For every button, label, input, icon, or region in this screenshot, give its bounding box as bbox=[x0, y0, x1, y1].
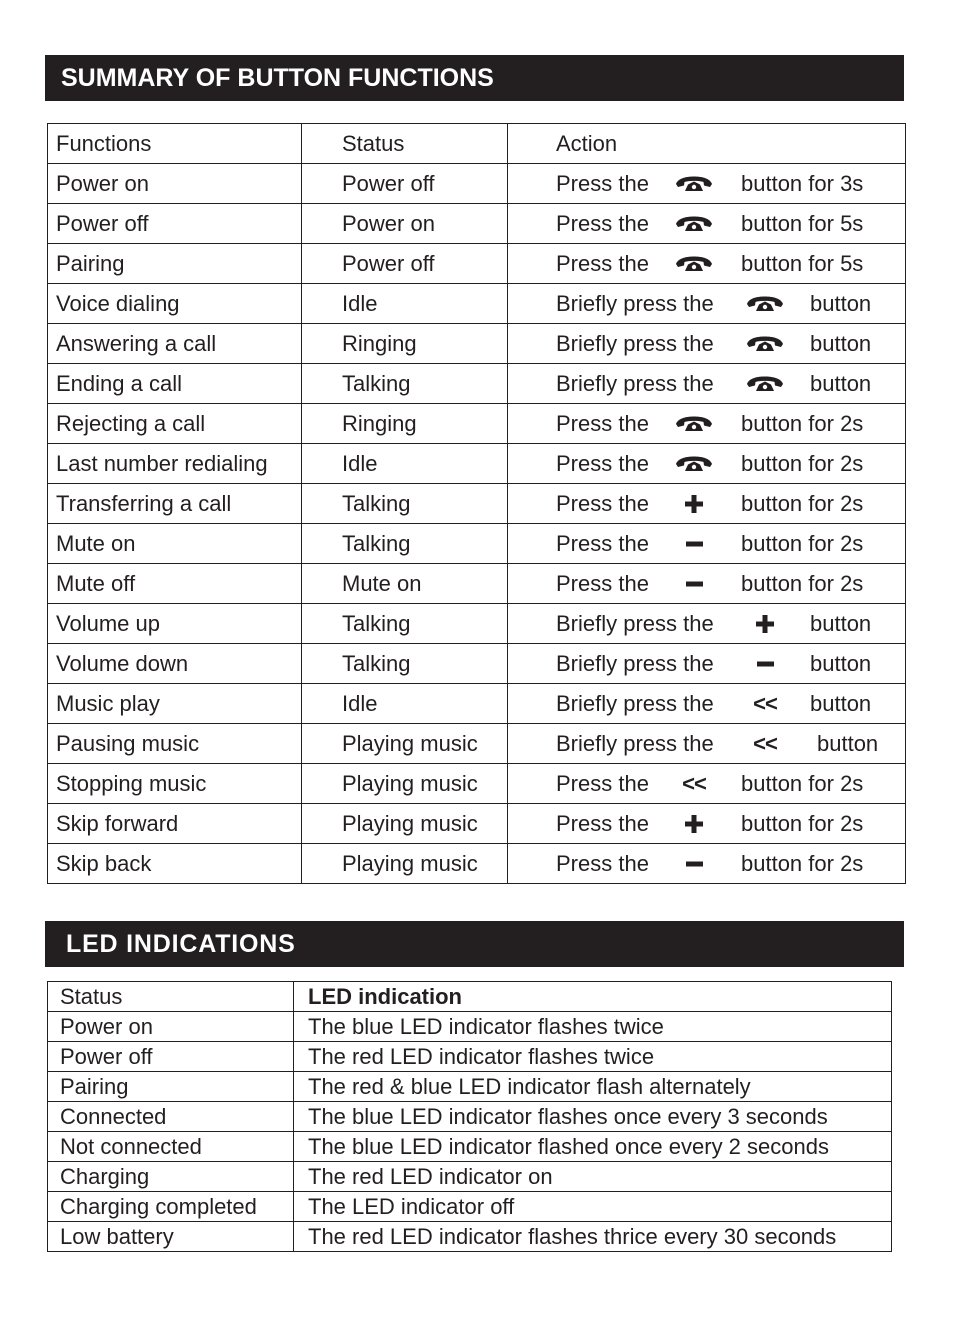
action-cell bbox=[508, 404, 906, 444]
minus-icon bbox=[674, 570, 714, 598]
status-cell: Mute on bbox=[302, 564, 508, 604]
action-prefix: Press the bbox=[556, 250, 649, 276]
function-cell: Pausing music bbox=[48, 724, 302, 764]
function-cell: Answering a call bbox=[48, 324, 302, 364]
status-cell: Talking bbox=[302, 364, 508, 404]
phone-icon bbox=[745, 330, 785, 358]
table-row bbox=[48, 1042, 892, 1072]
button-functions-table bbox=[47, 123, 906, 884]
function-cell: Power on bbox=[48, 164, 302, 204]
table-row bbox=[48, 244, 906, 284]
minus-icon bbox=[745, 650, 785, 678]
function-cell: Skip back bbox=[48, 844, 302, 884]
status-cell: Talking bbox=[302, 604, 508, 644]
table-row bbox=[48, 1072, 892, 1102]
function-cell: Mute on bbox=[48, 524, 302, 564]
phone-icon bbox=[674, 250, 714, 278]
led-indication-cell: The red LED indicator flashes thrice every 30 seconds bbox=[294, 1222, 892, 1252]
action-cell bbox=[508, 804, 906, 844]
table-row bbox=[48, 1012, 892, 1042]
action-cell bbox=[508, 764, 906, 804]
status-cell: Idle bbox=[302, 684, 508, 724]
status-cell: Talking bbox=[302, 484, 508, 524]
action-suffix: button bbox=[810, 370, 872, 396]
table-row bbox=[48, 484, 906, 524]
table-row bbox=[48, 1192, 892, 1222]
function-cell: Music play bbox=[48, 684, 302, 724]
table-row bbox=[48, 1102, 892, 1132]
action-suffix: button for 2s bbox=[741, 530, 864, 556]
action-prefix: Press the bbox=[556, 810, 649, 836]
led-indication-cell: The blue LED indicator flashed once every 2 seconds bbox=[294, 1132, 892, 1162]
table-row bbox=[48, 844, 906, 884]
action-cell bbox=[508, 524, 906, 564]
action-prefix: Press the bbox=[556, 850, 649, 876]
column-header-status: Status bbox=[48, 982, 294, 1012]
led-indication-cell: The red LED indicator flashes twice bbox=[294, 1042, 892, 1072]
status-cell: Talking bbox=[302, 524, 508, 564]
action-prefix: Press the bbox=[556, 170, 649, 196]
action-suffix: button bbox=[810, 690, 872, 716]
status-cell: Ringing bbox=[302, 324, 508, 364]
function-cell: Skip forward bbox=[48, 804, 302, 844]
button-functions-heading: SUMMARY OF BUTTON FUNCTIONS bbox=[45, 55, 904, 101]
led-status-cell: Power on bbox=[48, 1012, 294, 1042]
phone-icon bbox=[674, 210, 714, 238]
table-row bbox=[48, 324, 906, 364]
action-suffix: button for 5s bbox=[741, 210, 864, 236]
table-row bbox=[48, 404, 906, 444]
status-cell: Power off bbox=[302, 164, 508, 204]
action-cell bbox=[508, 684, 906, 724]
action-cell bbox=[508, 644, 906, 684]
table-row bbox=[48, 284, 906, 324]
function-cell: Transferring a call bbox=[48, 484, 302, 524]
action-cell bbox=[508, 284, 906, 324]
table-row bbox=[48, 1222, 892, 1252]
status-cell: Power off bbox=[302, 244, 508, 284]
action-prefix: Press the bbox=[556, 570, 649, 596]
led-status-cell: Charging bbox=[48, 1162, 294, 1192]
table-row bbox=[48, 564, 906, 604]
status-cell: Playing music bbox=[302, 724, 508, 764]
status-cell: Ringing bbox=[302, 404, 508, 444]
led-status-cell: Not connected bbox=[48, 1132, 294, 1162]
led-indication-cell: The blue LED indicator flashes once every 3 seconds bbox=[294, 1102, 892, 1132]
column-header-status: Status bbox=[302, 124, 508, 164]
function-cell: Volume down bbox=[48, 644, 302, 684]
phone-icon bbox=[674, 410, 714, 438]
action-suffix: button for 3s bbox=[741, 170, 864, 196]
action-suffix: button bbox=[810, 290, 872, 316]
function-cell: Pairing bbox=[48, 244, 302, 284]
status-cell: Playing music bbox=[302, 844, 508, 884]
table-row bbox=[48, 204, 906, 244]
action-suffix: button for 2s bbox=[741, 810, 864, 836]
led-status-cell: Pairing bbox=[48, 1072, 294, 1102]
action-prefix: Press the bbox=[556, 490, 649, 516]
led-indications-table bbox=[47, 981, 892, 1252]
action-cell bbox=[508, 164, 906, 204]
action-cell bbox=[508, 244, 906, 284]
action-suffix: button for 5s bbox=[741, 250, 864, 276]
action-cell bbox=[508, 324, 906, 364]
status-cell: Playing music bbox=[302, 804, 508, 844]
action-cell bbox=[508, 364, 906, 404]
table-row bbox=[48, 684, 906, 724]
table-row bbox=[48, 444, 906, 484]
action-prefix: Press the bbox=[556, 450, 649, 476]
status-cell: Playing music bbox=[302, 764, 508, 804]
action-prefix: Briefly press the bbox=[556, 330, 714, 356]
status-cell: Idle bbox=[302, 444, 508, 484]
led-status-cell: Charging completed bbox=[48, 1192, 294, 1222]
action-prefix: Briefly press the bbox=[556, 290, 714, 316]
minus-icon bbox=[674, 850, 714, 878]
rewind-icon: << bbox=[753, 690, 777, 716]
action-prefix: Briefly press the bbox=[556, 610, 714, 636]
table-row bbox=[48, 604, 906, 644]
rewind-icon: << bbox=[753, 730, 777, 756]
action-prefix: Press the bbox=[556, 210, 649, 236]
action-cell bbox=[508, 204, 906, 244]
plus-icon bbox=[745, 610, 785, 638]
action-cell bbox=[508, 444, 906, 484]
led-indication-cell: The LED indicator off bbox=[294, 1192, 892, 1222]
status-cell: Power on bbox=[302, 204, 508, 244]
rewind-icon: << bbox=[682, 770, 706, 796]
led-indication-cell: The blue LED indicator flashes twice bbox=[294, 1012, 892, 1042]
function-cell: Ending a call bbox=[48, 364, 302, 404]
action-prefix: Briefly press the bbox=[556, 650, 714, 676]
table-row bbox=[48, 804, 906, 844]
action-cell bbox=[508, 604, 906, 644]
action-suffix: button bbox=[810, 330, 872, 356]
table-row bbox=[48, 364, 906, 404]
action-suffix: button bbox=[810, 610, 872, 636]
led-status-cell: Connected bbox=[48, 1102, 294, 1132]
function-cell: Volume up bbox=[48, 604, 302, 644]
led-status-cell: Power off bbox=[48, 1042, 294, 1072]
action-suffix: button for 2s bbox=[741, 570, 864, 596]
action-suffix: button bbox=[810, 650, 872, 676]
status-cell: Idle bbox=[302, 284, 508, 324]
table-row bbox=[48, 764, 906, 804]
minus-icon bbox=[674, 530, 714, 558]
action-cell bbox=[508, 564, 906, 604]
table-row bbox=[48, 644, 906, 684]
led-indication-cell: The red LED indicator on bbox=[294, 1162, 892, 1192]
phone-icon bbox=[745, 290, 785, 318]
function-cell: Stopping music bbox=[48, 764, 302, 804]
action-prefix: Briefly press the bbox=[556, 370, 714, 396]
action-cell bbox=[508, 844, 906, 884]
column-header-functions: Functions bbox=[48, 124, 302, 164]
led-indication-cell: The red & blue LED indicator flash alternately bbox=[294, 1072, 892, 1102]
status-cell: Talking bbox=[302, 644, 508, 684]
function-cell: Power off bbox=[48, 204, 302, 244]
table-header-row bbox=[48, 124, 906, 164]
table-header-row bbox=[48, 982, 892, 1012]
phone-icon bbox=[674, 450, 714, 478]
function-cell: Mute off bbox=[48, 564, 302, 604]
function-cell: Rejecting a call bbox=[48, 404, 302, 444]
action-prefix: Briefly press the bbox=[556, 730, 714, 756]
column-header-led-indication: LED indication bbox=[294, 982, 892, 1012]
action-suffix: button for 2s bbox=[741, 850, 864, 876]
function-cell: Last number redialing bbox=[48, 444, 302, 484]
plus-icon bbox=[674, 490, 714, 518]
action-suffix: button bbox=[817, 730, 879, 756]
action-prefix: Press the bbox=[556, 530, 649, 556]
led-indications-heading: LED INDICATIONS bbox=[45, 921, 904, 967]
table-row bbox=[48, 1162, 892, 1192]
action-suffix: button for 2s bbox=[741, 410, 864, 436]
action-cell bbox=[508, 724, 906, 764]
action-cell bbox=[508, 484, 906, 524]
action-prefix: Press the bbox=[556, 410, 649, 436]
led-status-cell: Low battery bbox=[48, 1222, 294, 1252]
column-header-action: Action bbox=[508, 124, 906, 164]
action-prefix: Briefly press the bbox=[556, 690, 714, 716]
action-suffix: button for 2s bbox=[741, 450, 864, 476]
table-row bbox=[48, 524, 906, 564]
action-prefix: Press the bbox=[556, 770, 649, 796]
phone-icon bbox=[745, 370, 785, 398]
table-row bbox=[48, 724, 906, 764]
table-row bbox=[48, 164, 906, 204]
phone-icon bbox=[674, 170, 714, 198]
action-suffix: button for 2s bbox=[741, 770, 864, 796]
action-suffix: button for 2s bbox=[741, 490, 864, 516]
plus-icon bbox=[674, 810, 714, 838]
table-row bbox=[48, 1132, 892, 1162]
function-cell: Voice dialing bbox=[48, 284, 302, 324]
